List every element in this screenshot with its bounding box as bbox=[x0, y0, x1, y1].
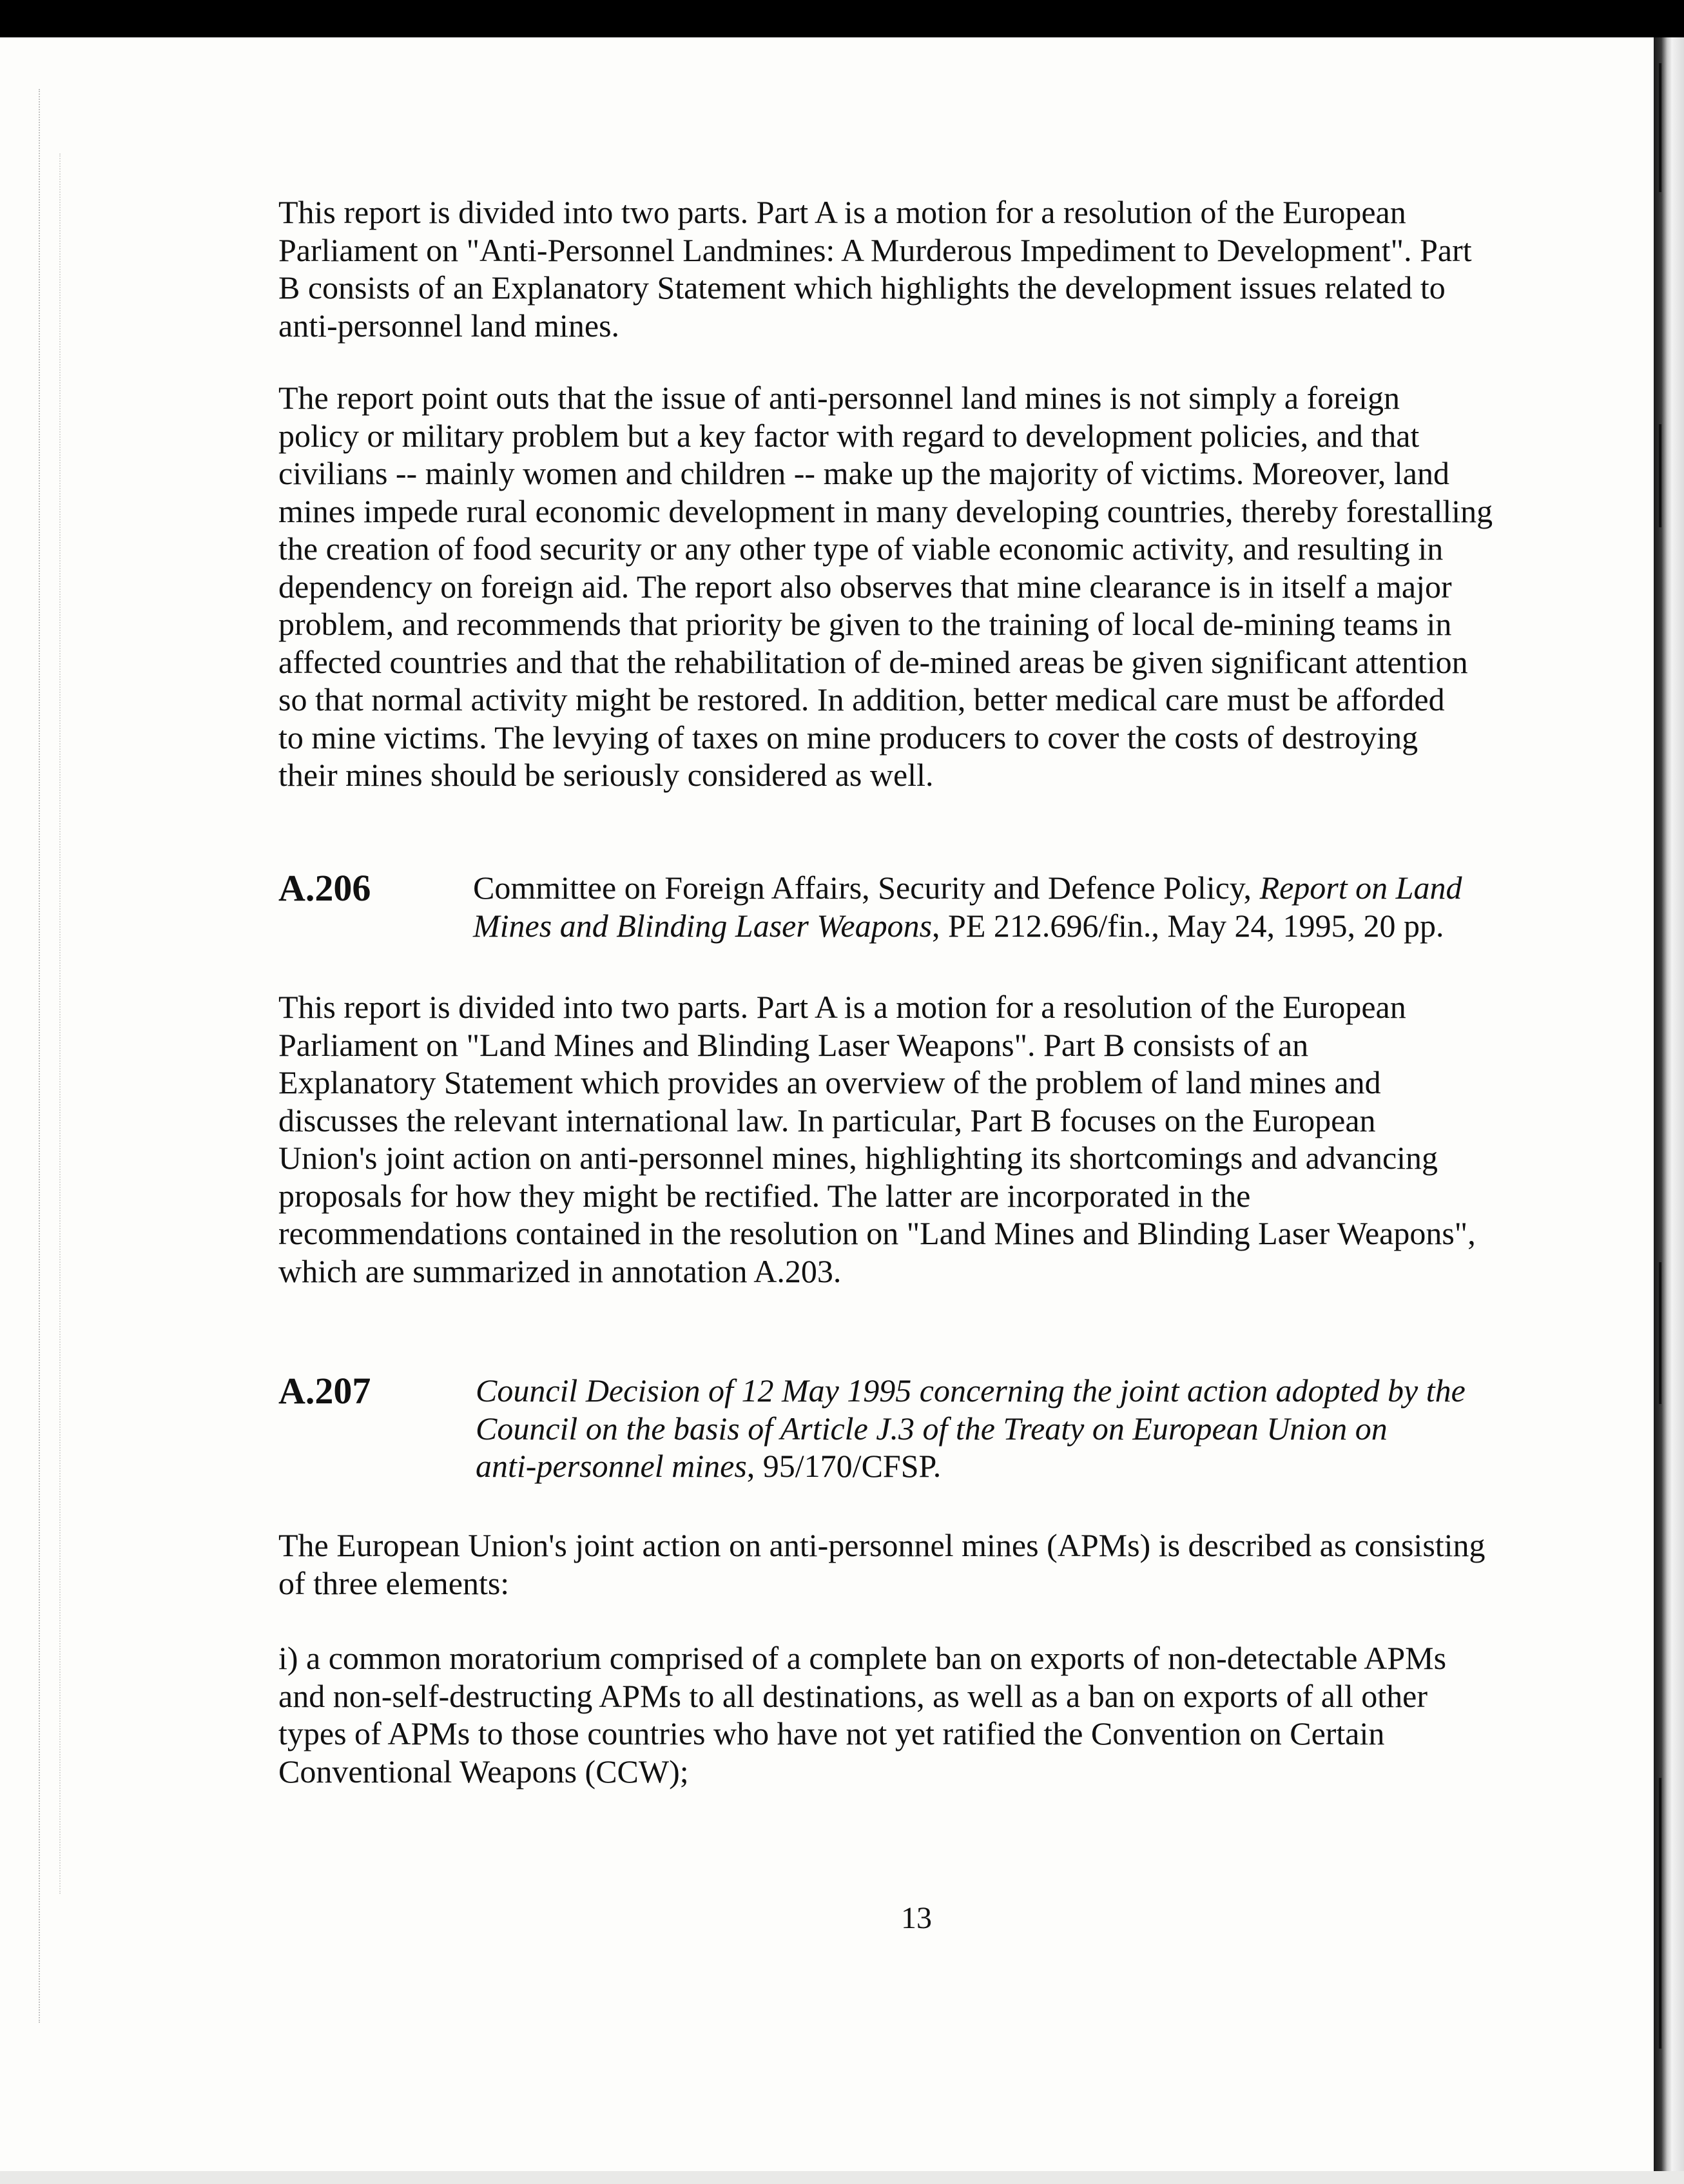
entry-citation bbox=[473, 869, 1633, 944]
citation-details: , 95/170/CFSP. bbox=[746, 1448, 942, 1484]
document-page bbox=[0, 37, 1654, 2171]
citation-title-line2: Mines and Blinding Laser Weapons bbox=[473, 907, 933, 944]
binding-speckle bbox=[39, 89, 45, 2023]
entry-code: A.207 bbox=[278, 1370, 371, 1412]
paragraph-element-i: i) a common moratorium comprised of a complete ban on exports of non-detectable APMs and non-self-destructing APMs to all destinations, as well as a ban on exports of all other types of APMs to those countries who have not yet ratified the Convention on Certain Conventional Weapons (CCW); bbox=[278, 1640, 1447, 1789]
citation-title-line1: Report on Land bbox=[1259, 870, 1462, 906]
paragraph-report-summary-a205: The report point outs that the issue of anti-personnel land mines is not simply a foreign policy or military problem but a key factor with regard to development policies, and that civilians -- mainly women and children -- make up the majority of victims. Moreover, land mines impede rural economic development in many developing countries, thereby forestalling the creation of food security or any other type of viable economic activity, and resulting in dependency on foreign aid. The report also observes that mine clearance is in itself a major problem, and recommends that priority be given to the training of local de-mining teams in affected countries and that the rehabilitation of de-mined areas be given significant attention so that normal activity might be restored. In addition, better medical care must be afforded to mine victims. The levying of taxes on mine producers to cover the costs of destroying their mines should be seriously considered as well. bbox=[278, 380, 1493, 793]
page-number: 13 bbox=[901, 1901, 932, 1935]
paragraph-joint-action-intro: The European Union's joint action on anti-personnel mines (APMs) is described as consisting of three elements: bbox=[278, 1527, 1486, 1601]
page-bottom-edge bbox=[0, 2171, 1684, 2184]
citation-details: , PE 212.696/fin., May 24, 1995, 20 pp. bbox=[932, 907, 1444, 944]
entry-code: A.206 bbox=[278, 867, 371, 909]
citation-author: Committee on Foreign Affairs, Security and Defence Policy, bbox=[473, 870, 1260, 906]
paragraph-intro-report-a205: This report is divided into two parts. Part A is a motion for a resolution of the European Parliament on "Anti-Personnel Landmines: A Murderous Impediment to Development". Part B consists of an Explanatory Statement which highlights the development issues related to anti-personnel land mines. bbox=[278, 194, 1472, 344]
page-right-edge bbox=[1654, 37, 1684, 2184]
paragraph-report-summary-a206: This report is divided into two parts. Part A is a motion for a resolution of the European Parliament on "Land Mines and Blinding Laser Weapons". Part B consists of an Explanatory Statement which provides an overview of the problem of land mines and discusses the relevant international law. In particular, Part B focuses on the European Union's joint action on anti-personnel mines, highlighting its shortcomings and advancing proposals for how they might be rectified. The latter are incorporated in the recommendations contained in the resolution on "Land Mines and Blinding Laser Weapons", which are summarized in annotation A.203. bbox=[278, 989, 1476, 1289]
entry-citation bbox=[476, 1372, 1636, 1485]
binding-speckle bbox=[59, 153, 66, 1894]
citation-title: Council Decision of 12 May 1995 concerning the joint action adopted by the Council on the basis of Article J.3 of the Treaty on European Union on anti-personnel mines bbox=[476, 1372, 1466, 1484]
